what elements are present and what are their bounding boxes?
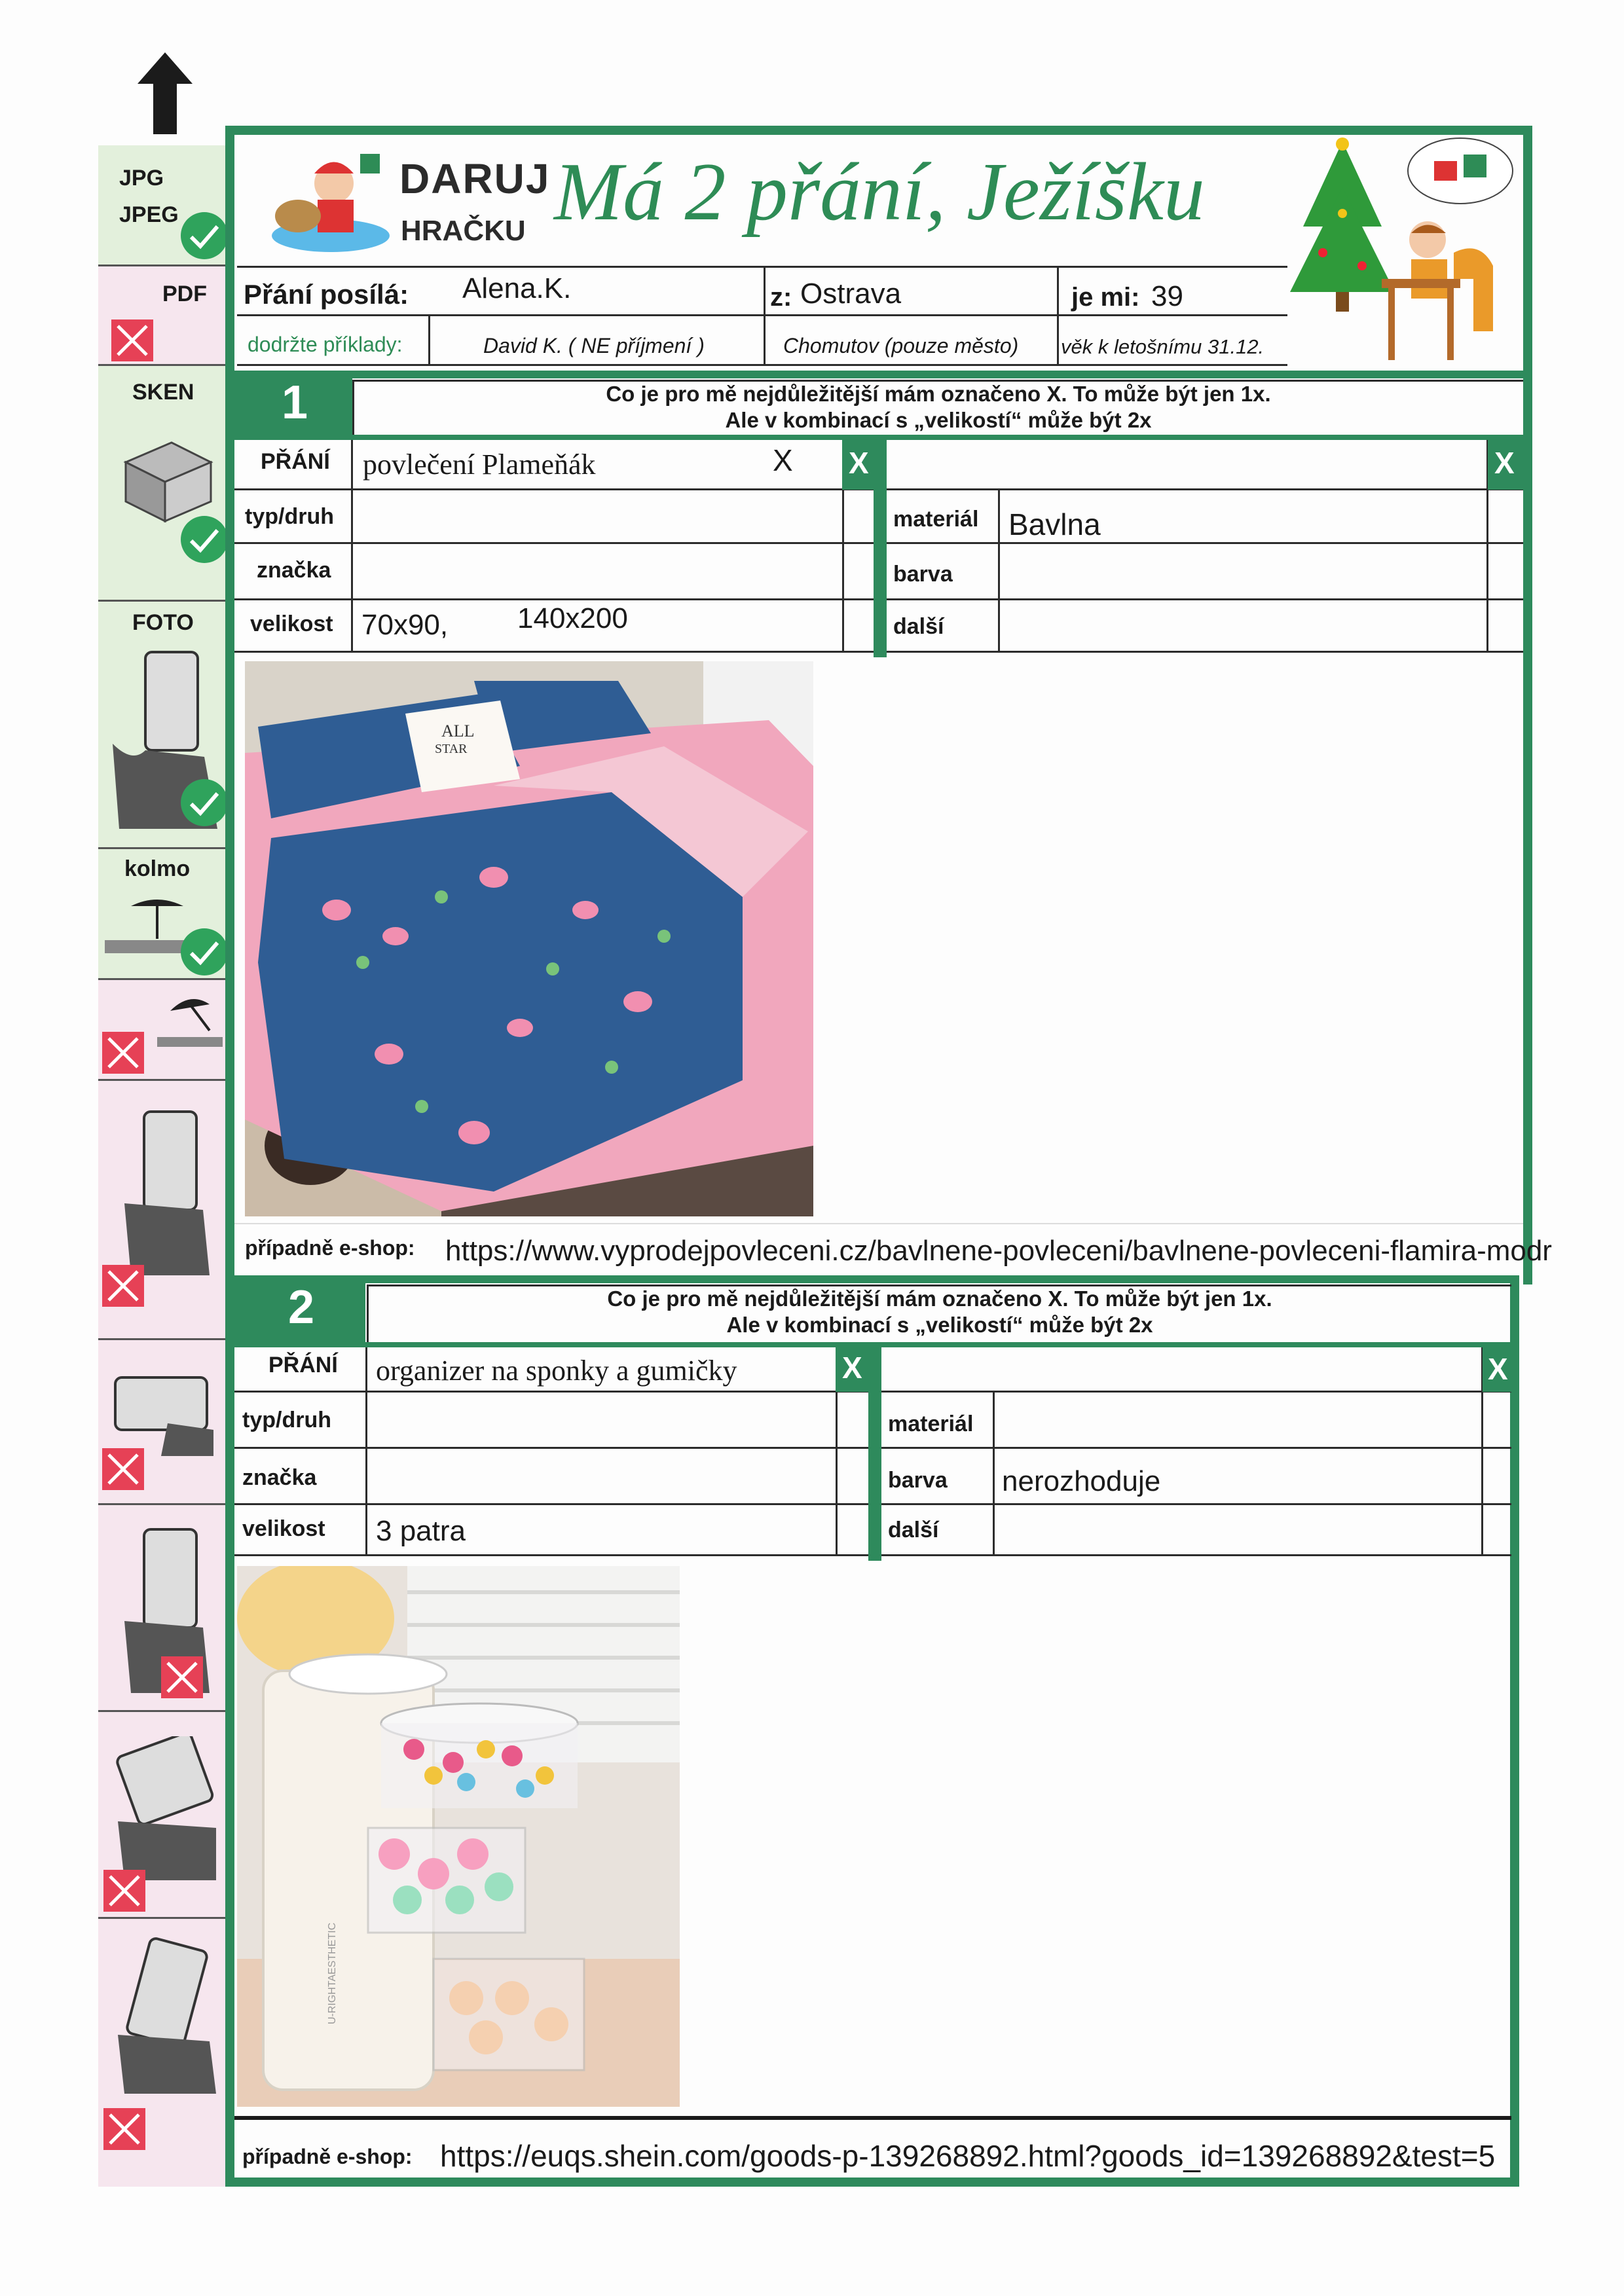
sidebar-item-perpendicular — [98, 847, 228, 978]
sender-name-field[interactable]: Alena.K. — [462, 272, 572, 304]
phone-hand-icon — [109, 1371, 220, 1456]
wish-note — [367, 1286, 1513, 1338]
age-field[interactable]: 39 — [1151, 280, 1183, 312]
sender-label: Přání posílá: — [244, 279, 409, 310]
sidebar-item-landscape — [98, 1338, 228, 1503]
cross-icon — [103, 1870, 145, 1912]
other-label: další — [893, 614, 944, 639]
example-city: Chomutov (pouze město) — [783, 334, 1019, 357]
city-field[interactable]: Ostrava — [800, 278, 902, 310]
wish-1-photo — [245, 661, 813, 1216]
logo-text-hracku: HRAČKU — [401, 215, 526, 247]
sidebar-item-tilted-photo — [98, 1079, 228, 1338]
x-column-marker: X — [1494, 446, 1515, 480]
cross-icon — [102, 1448, 144, 1490]
christmas-tree-child-icon — [1283, 135, 1519, 371]
other-label: další — [888, 1518, 939, 1542]
wish-field[interactable]: organizer na sponky a gumičky — [376, 1355, 737, 1387]
material-label: materiál — [893, 507, 979, 532]
sidebar-item-label: JPG JPEG — [119, 166, 179, 227]
wish-number: 1 — [282, 376, 308, 429]
type-label: typ/druh — [242, 1408, 331, 1432]
size-label: velikost — [242, 1516, 325, 1541]
page-title: Má 2 přání, Ježíšku — [554, 147, 1205, 238]
sidebar-item-rotated — [98, 1710, 228, 1917]
brand-label: značka — [242, 1465, 317, 1490]
brand-label: značka — [257, 558, 331, 583]
material-label: materiál — [888, 1412, 974, 1436]
color-field[interactable]: nerozhoduje — [1002, 1465, 1161, 1497]
size-field-2[interactable]: 140x200 — [517, 602, 628, 634]
pillow-text-star: STAR — [435, 742, 468, 756]
sidebar-item-label: PDF — [162, 282, 207, 306]
sidebar-item-label: kolmo — [124, 856, 191, 881]
sidebar-item-scan — [98, 364, 228, 600]
checkmark-icon — [181, 779, 228, 826]
sidebar-item-tilted — [98, 1917, 228, 2187]
cross-icon — [111, 319, 153, 361]
cross-icon — [102, 1032, 144, 1074]
santa-logo-icon — [268, 144, 393, 255]
wish-note — [352, 381, 1524, 433]
size-label: velikost — [250, 611, 333, 636]
city-label: z: — [770, 283, 792, 312]
eshop-label: případně e-shop: — [242, 2145, 413, 2168]
type-label: typ/druh — [245, 504, 334, 529]
phone-hand-icon — [111, 1937, 223, 2094]
x-column-marker: X — [1488, 1352, 1508, 1386]
example-age: věk k letošnímu 31.12. — [1061, 335, 1264, 358]
frame-left — [225, 126, 234, 2187]
scanner-icon — [113, 423, 217, 528]
wish-note-line1: Co je pro mě nejdůležitější mám označeno X. To může být jen 1x. — [607, 1286, 1272, 1311]
sidebar-item-pdf — [98, 264, 228, 364]
example-name: David K. ( NE příjmení ) — [483, 334, 705, 357]
phone-hand-icon — [111, 1736, 223, 1880]
wish-note-line1: Co je pro mě nejdůležitější mám označeno X. To může být jen 1x. — [606, 382, 1271, 406]
wish-priority-mark[interactable]: X — [773, 443, 793, 477]
sidebar-item-label: FOTO — [132, 610, 194, 635]
material-field[interactable]: Bavlna — [1008, 507, 1101, 541]
checkmark-icon — [181, 516, 228, 563]
size-field[interactable]: 3 patra — [376, 1515, 466, 1547]
checkmark-icon — [181, 212, 228, 259]
wish-note-line2: Ale v kombinací s „velikostí“ může být 2x — [726, 1313, 1153, 1337]
color-label: barva — [888, 1468, 948, 1493]
example-label: dodržte příklady: — [248, 333, 403, 356]
wish-2-photo — [237, 1566, 680, 2107]
sidebar-item-label: SKEN — [132, 380, 194, 405]
pillow-text-all: ALL — [441, 721, 475, 740]
frame-bottom — [225, 2178, 1515, 2187]
sidebar-item-photo — [98, 600, 228, 847]
wish-note-line2: Ale v kombinací s „velikostí“ může být 2x — [725, 408, 1152, 432]
cross-icon — [161, 1656, 203, 1698]
sidebar-item-screen-photo — [98, 1503, 228, 1710]
cross-icon — [103, 2108, 145, 2150]
x-column-marker: X — [849, 446, 869, 480]
eshop-link[interactable]: https://www.vyprodejpovleceni.cz/bavlnene-povleceni/bavlnene-povleceni-flamira-modr — [445, 1235, 1552, 1267]
eshop-link[interactable]: https://euqs.shein.com/goods-p-139268892.html?goods_id=139268892&test=5 — [440, 2139, 1496, 2173]
color-label: barva — [893, 562, 953, 587]
wish-label: PŘÁNÍ — [261, 449, 330, 474]
cross-icon — [102, 1265, 144, 1307]
sidebar-item-jpg — [98, 145, 228, 264]
up-arrow-icon — [138, 52, 193, 134]
eshop-label: případně e-shop: — [245, 1236, 415, 1260]
organizer-brand-text: U-RIGHTAESTHETIC — [327, 1922, 338, 2024]
wish-field[interactable]: povlečení Plameňák — [363, 448, 596, 481]
frame-right — [1523, 126, 1532, 1285]
phone-hand-icon — [118, 1105, 216, 1275]
camera-angled-icon — [157, 991, 223, 1050]
logo-text-daruj: DARUJ — [399, 155, 551, 202]
sidebar-item-angled — [98, 978, 228, 1079]
size-field[interactable]: 70x90, — [361, 609, 449, 641]
wish-number: 2 — [288, 1281, 315, 1334]
age-label: je mi: — [1071, 283, 1140, 312]
x-column-marker: X — [842, 1351, 862, 1385]
frame-top — [225, 126, 1532, 135]
wish-label: PŘÁNÍ — [268, 1353, 338, 1377]
frame-right-lower — [1510, 1277, 1519, 2187]
checkmark-icon — [181, 928, 228, 975]
